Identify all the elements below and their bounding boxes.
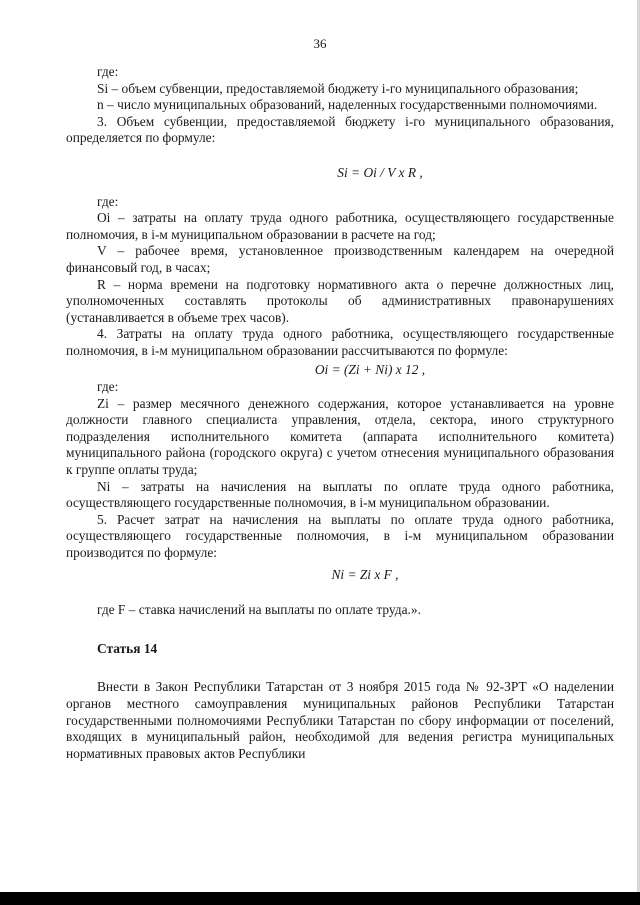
definition-zi: Zi – размер месячного денежного содержания, которое устанавливается на уровне должности главного специалиста управления, отдела, сектора, иного структурного подразделения исполнительного комитета (аппарата исполнительного комитета) муниципального района (городского округа) с учетом отнесения муниципального образования к группе оплаты труда; bbox=[66, 395, 614, 478]
page-number: 36 bbox=[313, 36, 327, 51]
definition-r: R – норма времени на подготовку нормативного акта о перечне должностных лиц, уполномоченных составлять протоколы об административных правонарушениях (устанавливается в объеме трех часов). bbox=[66, 276, 614, 325]
definition-n: n – число муниципальных образований, наделенных государственными полномочиями. bbox=[97, 97, 598, 113]
document-body bbox=[66, 64, 614, 762]
formula-labor-costs: Oi = (Zi + Ni) x 12 , bbox=[314, 361, 426, 377]
definition-si: Si – объем субвенции, предоставляемой бюджету i-го муниципального образования; bbox=[97, 80, 579, 96]
article-heading: Статья 14 bbox=[97, 640, 158, 656]
clause-4: 4. Затраты на оплату труда одного работника, осуществляющего государственные полномочия, в i-м муниципальном образовании рассчитываются по формуле: bbox=[66, 326, 614, 358]
definition-v: V – рабочее время, установленное производственным календарем на очередной финансовый год, в часах; bbox=[66, 243, 614, 275]
paragraph: где: bbox=[97, 379, 119, 395]
formula-subvention: Si = Oi / V x R , bbox=[337, 164, 423, 180]
clause-5: 5. Расчет затрат на начисления на выплаты по оплате труда одного работника, осуществляющего государственные полномочия, в i-м муниципальном образовании производится по формуле: bbox=[66, 511, 614, 561]
scan-bottom-border bbox=[0, 892, 640, 905]
clause-3: 3. Объем субвенции, предоставляемой бюджету i-го муниципального образования, определяется по формуле: bbox=[66, 113, 614, 146]
formula-accruals: Ni = Zi x F , bbox=[331, 566, 399, 582]
definition-ni: Ni – затраты на начисления на выплаты по оплате труда одного работника, осуществляющего государственные полномочия, в i-м муниципальном образовании. bbox=[66, 478, 614, 511]
paragraph: где: bbox=[97, 193, 119, 209]
closing-definition-f: где F – ставка начислений на выплаты по оплате труда.». bbox=[97, 602, 421, 618]
paragraph: где: bbox=[97, 64, 119, 79]
article-text: Внести в Закон Республики Татарстан от 3 ноября 2015 года № 92-ЗРТ «О наделении органов местного самоуправления муниципальных районов Республики Татарстан государственными полномочиями Республики Татарстан по сбору информации от поселений, входящих в муниципальный район, необходимой для ведения регистра муниципальных нормативных правовых актов Республики bbox=[66, 679, 614, 761]
definition-oi: Oi – затраты на оплату труда одного работника, осуществляющего государственные полномочия, в i-м муниципальном образовании в расчете на год; bbox=[66, 210, 614, 242]
